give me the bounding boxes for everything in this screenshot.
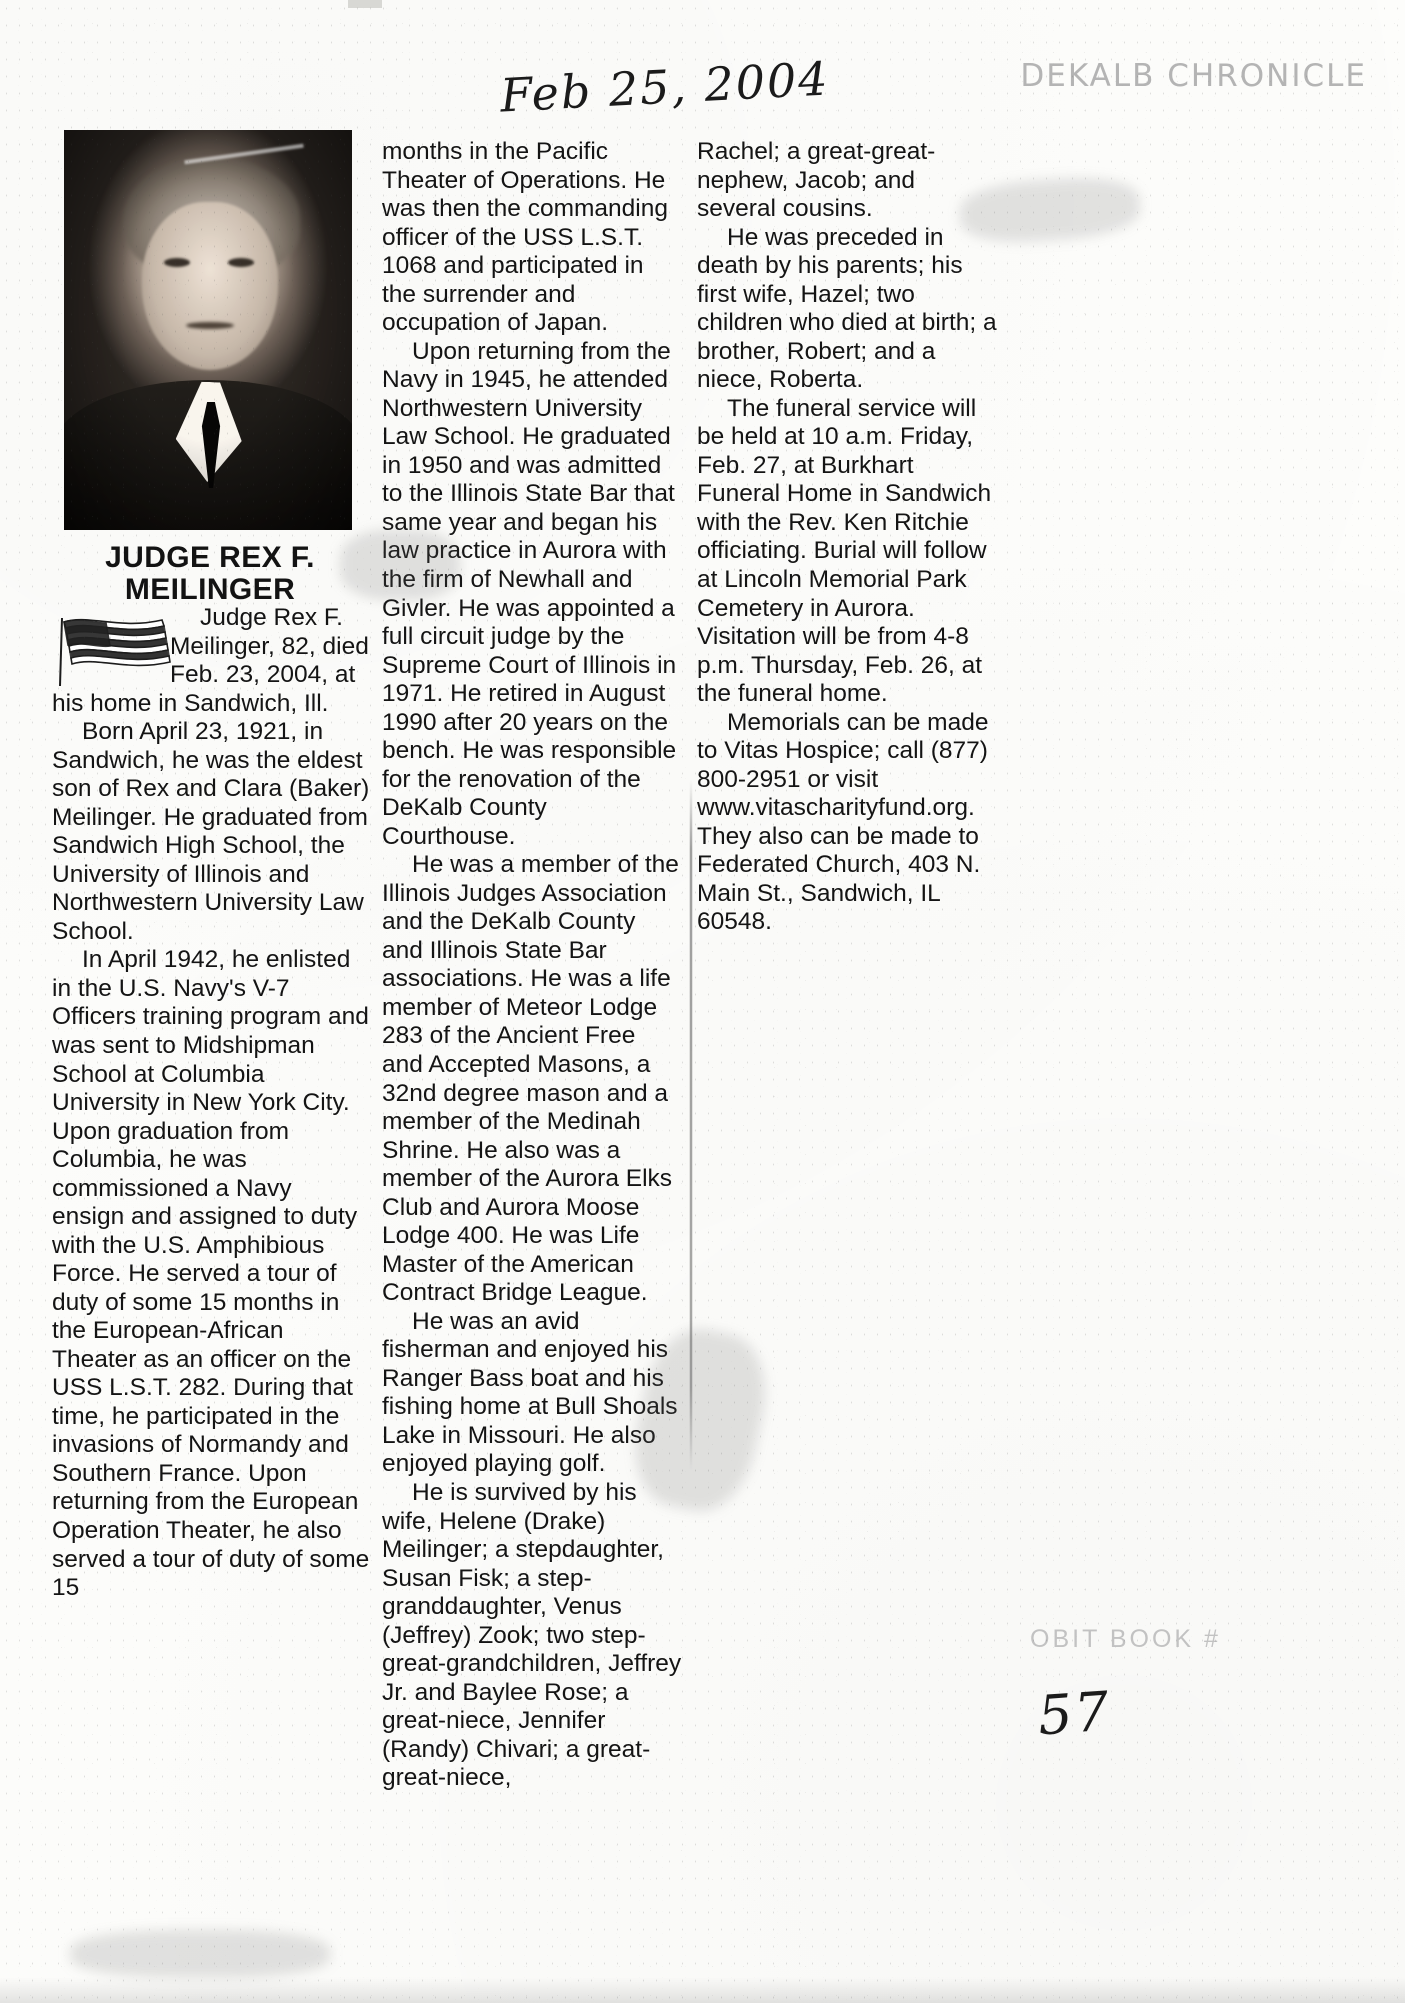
portrait-vignette (64, 130, 352, 530)
page-title (55, 542, 365, 606)
article-column-1 (52, 604, 370, 1603)
column-divider (690, 780, 692, 1470)
paragraph: He was preceded in death by his parents; his first wife, Hazel; two children who died at birth; a brother, Robert; and a niece, Roberta. (697, 223, 997, 394)
paragraph: Rachel; a great-great-nephew, Jacob; and several cousins. (697, 138, 936, 223)
handwritten-date: Feb 25, 2004 (498, 51, 831, 123)
paragraph: Upon returning from the Navy in 1945, he attended Northwestern University Law School. He graduated in 1950 and was admitted to the Illinois State Bar that same year and began his law practice in Aurora with the firm of Newhall and Givler. He was appointed a full circuit judge by the Supreme Court of Illinois in 1971. He retired in August 1990 after 20 years on the bench. He was responsible for the renovation of the DeKalb County Courthouse. (382, 337, 677, 850)
paragraph: The funeral service will be held at 10 a.m. Friday, Feb. 27, at Burkhart Funeral Home in Sandwich with the Rev. Ken Ritchie officiating. Burial will follow at Lincoln Memorial Park Cemetery in Aurora. Visitation will be from 4-8 p.m. Thursday, Feb. 26, at the funeral home. (697, 394, 992, 708)
newspaper-masthead: DEKALB CHRONICLE (1020, 58, 1367, 94)
headline-line-2: MEILINGER (124, 573, 296, 607)
obit-book-label: OBIT BOOK # (1030, 1625, 1221, 1653)
scan-smudge (70, 1930, 330, 1978)
paragraph: He was a member of the Illinois Judges Association and the DeKalb County and Illinois State Bar associations. He was a life member of Meteor Lodge 283 of the Ancient Free and Accepted Masons, a 32nd degree mason and a member of the Medinah Shrine. He also was a member of the Aurora Elks Club and Aurora Moose Lodge 400. He was Life Master of the American Contract Bridge League. (382, 851, 679, 1307)
paragraph: Born April 23, 1921, in Sandwich, he was the eldest son of Rex and Clara (Baker) Meilinger. He graduated from Sandwich High School, the University of Illinois and Northwestern University Law School. (52, 718, 370, 945)
portrait-photo (64, 130, 352, 530)
paragraph: He is survived by his wife, Helene (Drake) Meilinger; a stepdaughter, Susan Fisk; a step-granddaughter, Venus (Jeffrey) Zook; two step-great-grandchildren, Jeffrey Jr. and Baylee Rose; a great-niece, Jennifer (Randy) Chivari; a great-great-niece, (382, 1478, 682, 1792)
paragraph: In April 1942, he enlisted in the U.S. Navy's V-7 Officers training program and was sent to Midshipman School at Columbia University in New York City. Upon graduation from Columbia, he was commissioned a Navy ensign and assigned to duty with the U.S. Amphibious Force. He served a tour of duty of some 15 months in the European-African Theater as an officer on the USS L.S.T. 282. During that time, he participated in the invasions of Normandy and Southern France. Upon returning from the European Operation Theater, he also served a tour of duty of some 15 (52, 946, 370, 1602)
paragraph: Judge Rex F. Meilinger, 82, died Feb. 23, 2004, at his home in Sandwich, Ill. (52, 604, 369, 717)
flag-text-wrap-spacer (52, 604, 170, 682)
page-bottom-shadow (0, 1977, 1405, 2003)
paragraph: He was an avid fisherman and enjoyed his Ranger Bass boat and his fishing home at Bull Shoals Lake in Missouri. He also enjoyed playing golf. (382, 1307, 678, 1478)
headline-line-1: JUDGE REX F. (105, 541, 315, 574)
article-column-3 (697, 138, 997, 937)
paragraph: Memorials can be made to Vitas Hospice; call (877) 800-2951 or visit www.vitascharityfund.org. They also can be made to Federated Church, 403 N. Main St., Sandwich, IL 60548. (697, 708, 989, 936)
page-edge-artifact (348, 0, 382, 8)
obit-book-number: 57 (1035, 1679, 1113, 1748)
article-column-2 (382, 138, 682, 1793)
paragraph: months in the Pacific Theater of Operations. He was then the commanding officer of the USS L.S.T. 1068 and participated in the surrender and occupation of Japan. (382, 138, 668, 337)
